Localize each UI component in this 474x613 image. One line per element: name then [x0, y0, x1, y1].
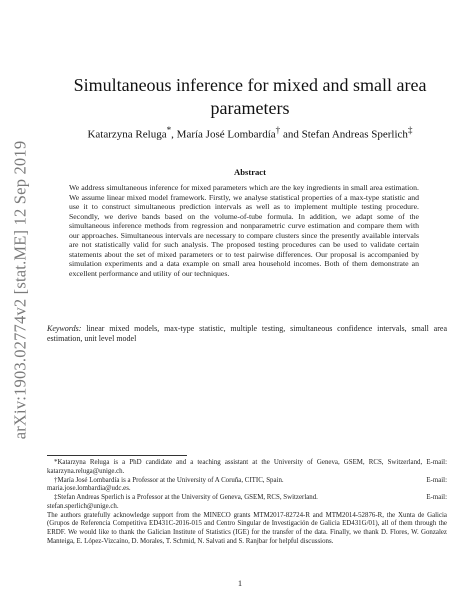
- keywords-section: [47, 324, 447, 344]
- abstract-heading: Abstract: [234, 167, 266, 177]
- footnote-author-2-email: maria.jose.lombardia@udc.es.: [47, 485, 131, 493]
- author-name: Katarzyna Reluga: [87, 128, 167, 141]
- footnote-author-1: *Katarzyna Reluga is a PhD candidate and a teaching assistant at the University of Geneva, GSEM, RCS, Switzerland, E-mail: katarzyna.reluga@unige.ch.: [47, 459, 447, 475]
- author-name: Stefan Andreas Sperlich: [301, 128, 408, 141]
- footnote-author-3-text: ‡Stefan Andreas Sperlich is a Professor at the University of Geneva, GSEM, RCS, Switzerland.: [54, 494, 318, 501]
- footnote-acknowledgements: The authors gratefully acknowledge support from the MINECO grants MTM2017-82724-R and MTM2014-52876-R, the Xunta de Galicia (Grupos de Referencia Competitiva ED431C-2016-015 and Centro Singular de Investigación de Galicia ED431G/01), all of them through the ERDF. We would like to thank the Galician Institute of Statistics (IGE) for the transfer of the data. Finally, we thank D. Flores, W. Gonzalez Manteiga, E. López-Vizcaíno, D. Morales, T. Schmid, N. Salvati and S. Ranjbar for helpful discussions.: [47, 511, 447, 545]
- footnote-marker: *: [166, 125, 172, 135]
- author-name: María José Lombardía: [176, 128, 276, 141]
- footnote-email-label: E-mail:: [426, 476, 447, 484]
- footnotes: [47, 459, 447, 547]
- footnote-divider: [47, 455, 187, 456]
- footnote-author-2-text: †María José Lombardía is a Professor at the University of A Coruña, CITIC, Spain.: [54, 476, 284, 484]
- footnote-marker: ‡: [407, 125, 413, 135]
- footnote-author-3-email: stefan.sperlich@unige.ch.: [47, 502, 119, 510]
- page-number: 1: [237, 578, 243, 588]
- abstract-paragraph: We address simultaneous inference for mixed parameters which are the key ingredients in small area estimation. We assume linear mixed model framework. Firstly, we analyse statistical properties of a max-type statistic and use it to construct simultaneous prediction intervals as well as to implement multiple testing procedure. Secondly, we derive bands based on the volume-of-tube formula. In addition, we adapt some of the simultaneous inference methods from regression and nonparametric curve estimation and compare them with our approaches. Simultaneous intervals are necessary to compare clusters since the presently available intervals are not statistically valid for such analysis. The proposed testing procedures can be used to validate certain statements about the set of mixed parameters or to test pairwise differences. Our proposal is accompanied by simulation experiments and a data example on small area household incomes. Both of them demonstrate an excellent performance and utility of our techniques.: [69, 183, 419, 278]
- arxiv-identifier-stamp: [7, 120, 33, 460]
- keywords-list: linear mixed models, max-type statistic, multiple testing, simultaneous confidence intervals, small area estimation, unit level model: [47, 324, 447, 343]
- footnote-marker: †: [275, 125, 281, 135]
- arxiv-id-text: arXiv:1903.02774v2 [stat.ME] 12 Sep 2019: [10, 140, 29, 440]
- paper-title: Simultaneous inference for mixed and small area parameters: [73, 75, 427, 118]
- footnote-email-label: E-mail:: [426, 494, 447, 501]
- footnote-author-3-line: [47, 494, 447, 503]
- abstract-body: [69, 183, 419, 278]
- footnote-author-2-line: [47, 477, 447, 486]
- author-separator: ,: [171, 128, 177, 141]
- author-list: [50, 125, 450, 141]
- keywords-label: Keywords:: [47, 324, 82, 333]
- author-separator: and: [280, 128, 302, 141]
